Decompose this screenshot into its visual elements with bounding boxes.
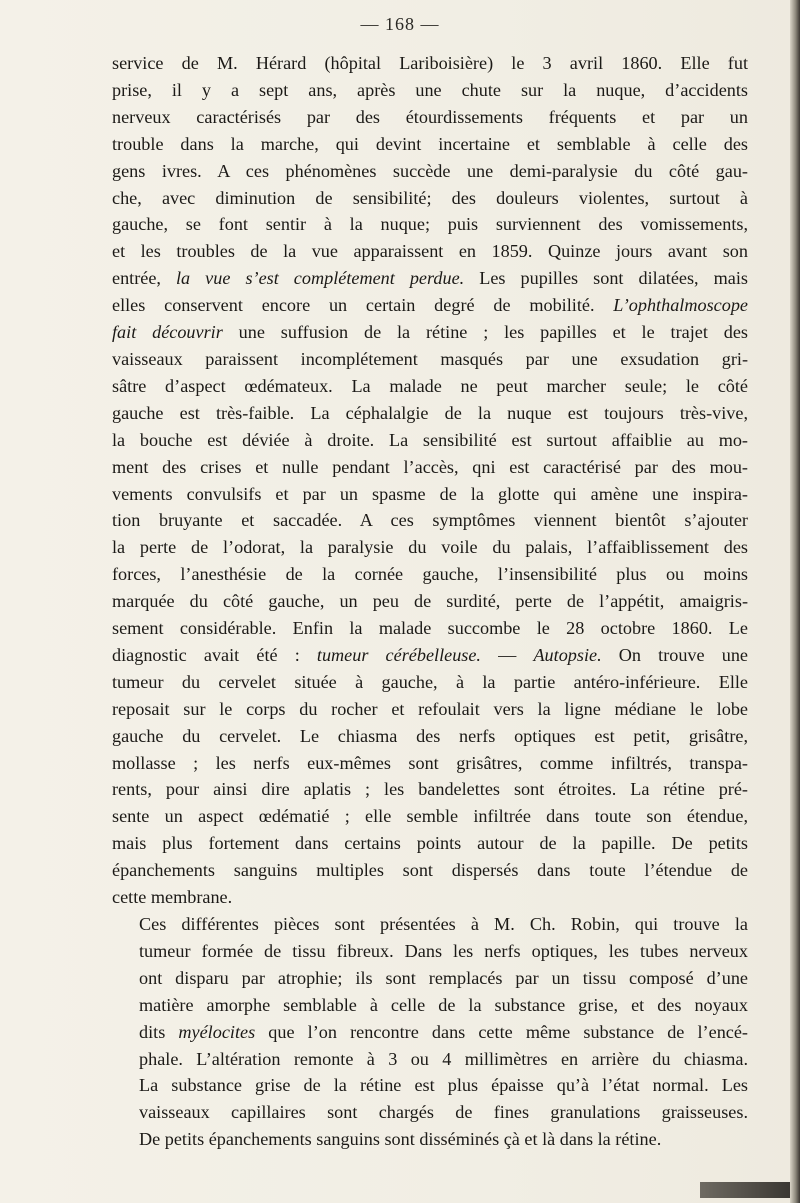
text-segment: sâtre d’aspect œdémateux. La malade ne peut marcher seule; le côté xyxy=(112,375,748,396)
text-segment: Ces différentes pièces sont présentées à M. Ch. Robin, qui trouve la xyxy=(139,914,748,934)
text-line xyxy=(112,50,748,77)
text-segment: sement considérable. Enfin la malade succombe le 28 octobre 1860. Le xyxy=(112,618,748,639)
text-segment: Les pupilles sont dilatées, mais xyxy=(464,268,748,289)
text-segment: diagnostic avait été : xyxy=(112,644,317,665)
text-line xyxy=(112,750,748,777)
paragraph xyxy=(112,50,748,911)
text-line xyxy=(112,803,748,830)
text-segment: entrée, xyxy=(112,268,176,289)
text-line xyxy=(112,992,748,1019)
text-segment: que l’on rencontre dans cette même substance de l’encé- xyxy=(255,1021,748,1042)
page-edge-shadow xyxy=(790,0,800,1203)
text-segment: mais plus fortement dans certains points autour de la papille. De petits xyxy=(112,833,748,854)
body-text xyxy=(112,50,748,1153)
text-segment: service de M. Hérard (hôpital Lariboisière) le 3 avril 1860. Elle fut xyxy=(112,53,748,73)
text-line xyxy=(112,131,748,158)
text-segment: tumeur formée de tissu fibreux. Dans les nerfs optiques, les tubes nerveux xyxy=(139,940,748,961)
text-segment: mollasse ; les nerfs eux-mêmes sont grisâtres, comme infiltrés, transpa- xyxy=(112,752,748,773)
text-line xyxy=(112,427,748,454)
text-segment: — xyxy=(480,644,534,665)
text-segment: vaisseaux paraissent incomplétement masqués par une exsudation gri- xyxy=(112,348,748,369)
text-line xyxy=(112,588,748,615)
text-line xyxy=(112,776,748,803)
text-line xyxy=(112,454,748,481)
text-segment: elles conservent encore un certain degré de mobilité. xyxy=(112,295,614,316)
text-line xyxy=(112,642,748,669)
text-segment: une suffusion de la rétine ; les papilles et le trajet des xyxy=(222,322,748,343)
text-line xyxy=(112,1126,748,1153)
text-line xyxy=(112,615,748,642)
text-segment: ment des crises et nulle pendant l’accès, qni est caractérisé par des mou- xyxy=(112,456,748,477)
text-segment: forces, l’anesthésie de la cornée gauche, l’insensibilité plus ou moins xyxy=(112,564,748,585)
text-line xyxy=(112,965,748,992)
text-line xyxy=(112,911,748,938)
italic-text: L’ophthalmoscope xyxy=(613,295,748,316)
text-segment: dits xyxy=(139,1021,179,1042)
text-line xyxy=(112,373,748,400)
text-segment: trouble dans la marche, qui devint incertaine et semblable à celle des xyxy=(112,133,748,154)
text-line xyxy=(112,1099,748,1126)
text-segment: reposait sur le corps du rocher et refoulait vers la ligne médiane le lobe xyxy=(112,698,748,719)
text-line xyxy=(112,185,748,212)
text-line xyxy=(112,669,748,696)
text-line xyxy=(112,938,748,965)
text-segment: rents, pour ainsi dire aplatis ; les bandelettes sont étroites. La rétine pré- xyxy=(112,779,748,800)
text-segment: tumeur du cervelet située à gauche, à la partie antéro-inférieure. Elle xyxy=(112,671,748,692)
italic-text: la vue s’est complétement perdue. xyxy=(176,268,465,289)
text-segment: La substance grise de la rétine est plus épaisse qu’à l’état normal. Les xyxy=(139,1075,748,1096)
text-line xyxy=(112,238,748,265)
text-segment: gens ivres. A ces phénomènes succède une demi-paralysie du côté gau- xyxy=(112,160,748,181)
paragraph xyxy=(112,911,748,1153)
italic-text: fait découvrir xyxy=(112,322,223,343)
text-line xyxy=(112,158,748,185)
text-line xyxy=(112,561,748,588)
text-segment: gauche du cervelet. Le chiasma des nerfs optiques est petit, grisâtre, xyxy=(112,725,748,746)
text-line xyxy=(112,400,748,427)
text-line xyxy=(112,265,748,292)
text-segment: matière amorphe semblable à celle de la substance grise, et des noyaux xyxy=(139,994,748,1015)
text-line xyxy=(112,723,748,750)
text-segment: tion bruyante et saccadée. A ces symptômes viennent bientôt s’ajouter xyxy=(112,510,748,531)
page-number: — 168 — xyxy=(360,14,440,34)
text-segment: la perte de l’odorat, la paralysie du voile du palais, l’affaiblissement des xyxy=(112,537,748,558)
italic-text: Autopsie. xyxy=(533,644,602,665)
text-line xyxy=(112,534,748,561)
text-line xyxy=(112,211,748,238)
italic-text: myélocites xyxy=(178,1021,256,1042)
binding-strip xyxy=(700,1182,790,1198)
text-segment: phale. L’altération remonte à 3 ou 4 millimètres en arrière du chiasma. xyxy=(139,1048,748,1069)
text-segment: De petits épanchements sanguins sont disséminés çà et là dans la rétine. xyxy=(139,1129,662,1150)
text-segment: gauche est très-faible. La céphalalgie de la nuque est toujours très-vive, xyxy=(112,402,748,423)
text-segment: vements convulsifs et par un spasme de la glotte qui amène une inspira- xyxy=(112,483,748,504)
text-line xyxy=(112,1046,748,1073)
text-line xyxy=(112,104,748,131)
text-segment: la bouche est déviée à droite. La sensibilité est surtout affaiblie au mo- xyxy=(112,429,748,450)
text-line xyxy=(112,884,748,911)
text-segment: sente un aspect œdématié ; elle semble infiltrée dans toute son étendue, xyxy=(112,806,748,827)
italic-text: tumeur cérébelleuse. xyxy=(316,644,481,665)
text-segment: gauche, se font sentir à la nuque; puis surviennent des vomissements, xyxy=(112,214,748,235)
text-line xyxy=(112,346,748,373)
text-line xyxy=(112,319,748,346)
text-segment: vaisseaux capillaires sont chargés de fines granulations graisseuses. xyxy=(139,1102,748,1123)
text-line xyxy=(112,1072,748,1099)
text-segment: cette membrane. xyxy=(112,887,233,908)
text-line xyxy=(112,1019,748,1046)
text-segment: marquée du côté gauche, un peu de surdité, perte de l’appétit, amaigris- xyxy=(112,591,748,612)
text-line xyxy=(112,507,748,534)
text-segment: che, avec diminution de sensibilité; des douleurs violentes, surtout à xyxy=(112,187,748,208)
text-segment: ont disparu par atrophie; ils sont remplacés par un tissu composé d’une xyxy=(139,967,748,988)
text-line xyxy=(112,292,748,319)
text-segment: On trouve une xyxy=(601,644,748,665)
text-line xyxy=(112,77,748,104)
text-line xyxy=(112,857,748,884)
text-line xyxy=(112,696,748,723)
text-segment: et les troubles de la vue apparaissent en 1859. Quinze jours avant son xyxy=(112,241,748,262)
text-line xyxy=(112,830,748,857)
text-line xyxy=(112,481,748,508)
text-segment: prise, il y a sept ans, après une chute sur la nuque, d’accidents xyxy=(112,79,748,100)
text-segment: épanchements sanguins multiples sont dispersés dans toute l’étendue de xyxy=(112,860,748,881)
text-segment: nerveux caractérisés par des étourdissements fréquents et par un xyxy=(112,106,748,127)
